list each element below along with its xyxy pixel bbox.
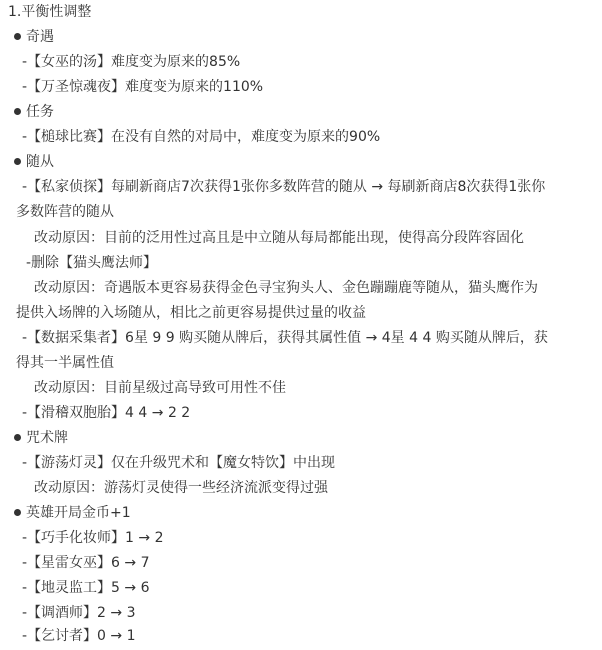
change-reason: 改动原因：目前星级过高导致可用性不佳: [34, 380, 286, 396]
change-item: -【游荡灯灵】仅在升级咒术和【魔女特饮】中出现: [22, 455, 336, 471]
change-item: -【滑稽双胞胎】4 4 → 2 2: [22, 405, 191, 421]
category-heading-hero-gold: [14, 501, 131, 526]
change-item: -【乞讨者】0 → 1: [22, 628, 136, 644]
category-label: 咒术牌: [26, 430, 68, 446]
change-item-continued: 得其一半属性值: [16, 355, 114, 371]
change-reason-continued: 提供入场牌的入场随从，相比之前更容易提供过量的收益: [16, 305, 366, 321]
section-title: 1.平衡性调整: [8, 4, 92, 20]
category-heading-adventure: [14, 25, 54, 50]
change-reason: 改动原因：游荡灯灵使得一些经济流派变得过强: [34, 480, 328, 496]
category-label: 奇遇: [26, 29, 54, 45]
change-item: -【调酒师】2 → 3: [22, 605, 136, 621]
change-item: -【巧手化妆师】1 → 2: [22, 530, 164, 546]
change-reason: 改动原因：目前的泛用性过高且是中立随从每局都能出现，使得高分段阵容固化: [34, 230, 524, 246]
bullet-dot-icon: [14, 434, 21, 441]
category-label: 任务: [26, 104, 54, 120]
bullet-dot-icon: [14, 509, 21, 516]
change-item: -【私家侦探】每刷新商店7次获得1张你多数阵营的随从 → 每刷新商店8次获得1张你: [22, 179, 546, 195]
change-item: -【地灵监工】5 → 6: [22, 580, 150, 596]
bullet-dot-icon: [14, 33, 21, 40]
change-reason: 改动原因：奇遇版本更容易获得金色寻宝狗头人、金色蹦蹦鹿等随从，猫头鹰作为: [34, 280, 538, 296]
category-label: 随从: [26, 154, 54, 170]
category-heading-minion: [14, 150, 54, 175]
change-item: -【万圣惊魂夜】难度变为原来的110%: [22, 79, 264, 95]
change-item-continued: 多数阵营的随从: [16, 204, 114, 220]
change-item: -【数据采集者】6星 9 9 购买随从牌后，获得其属性值 → 4星 4 4 购买随从牌后，获: [22, 330, 548, 346]
category-heading-spell: [14, 426, 68, 451]
bullet-dot-icon: [14, 158, 21, 165]
change-item: -删除【猫头鹰法师】: [26, 255, 158, 271]
change-item: -【槌球比赛】在没有自然的对局中，难度变为原来的90%: [22, 129, 381, 145]
change-item: -【女巫的汤】难度变为原来的85%: [22, 54, 241, 70]
bullet-dot-icon: [14, 108, 21, 115]
category-heading-quest: [14, 100, 54, 125]
change-item: -【星雷女巫】6 → 7: [22, 555, 150, 571]
category-label: 英雄开局金币+1: [26, 505, 131, 521]
